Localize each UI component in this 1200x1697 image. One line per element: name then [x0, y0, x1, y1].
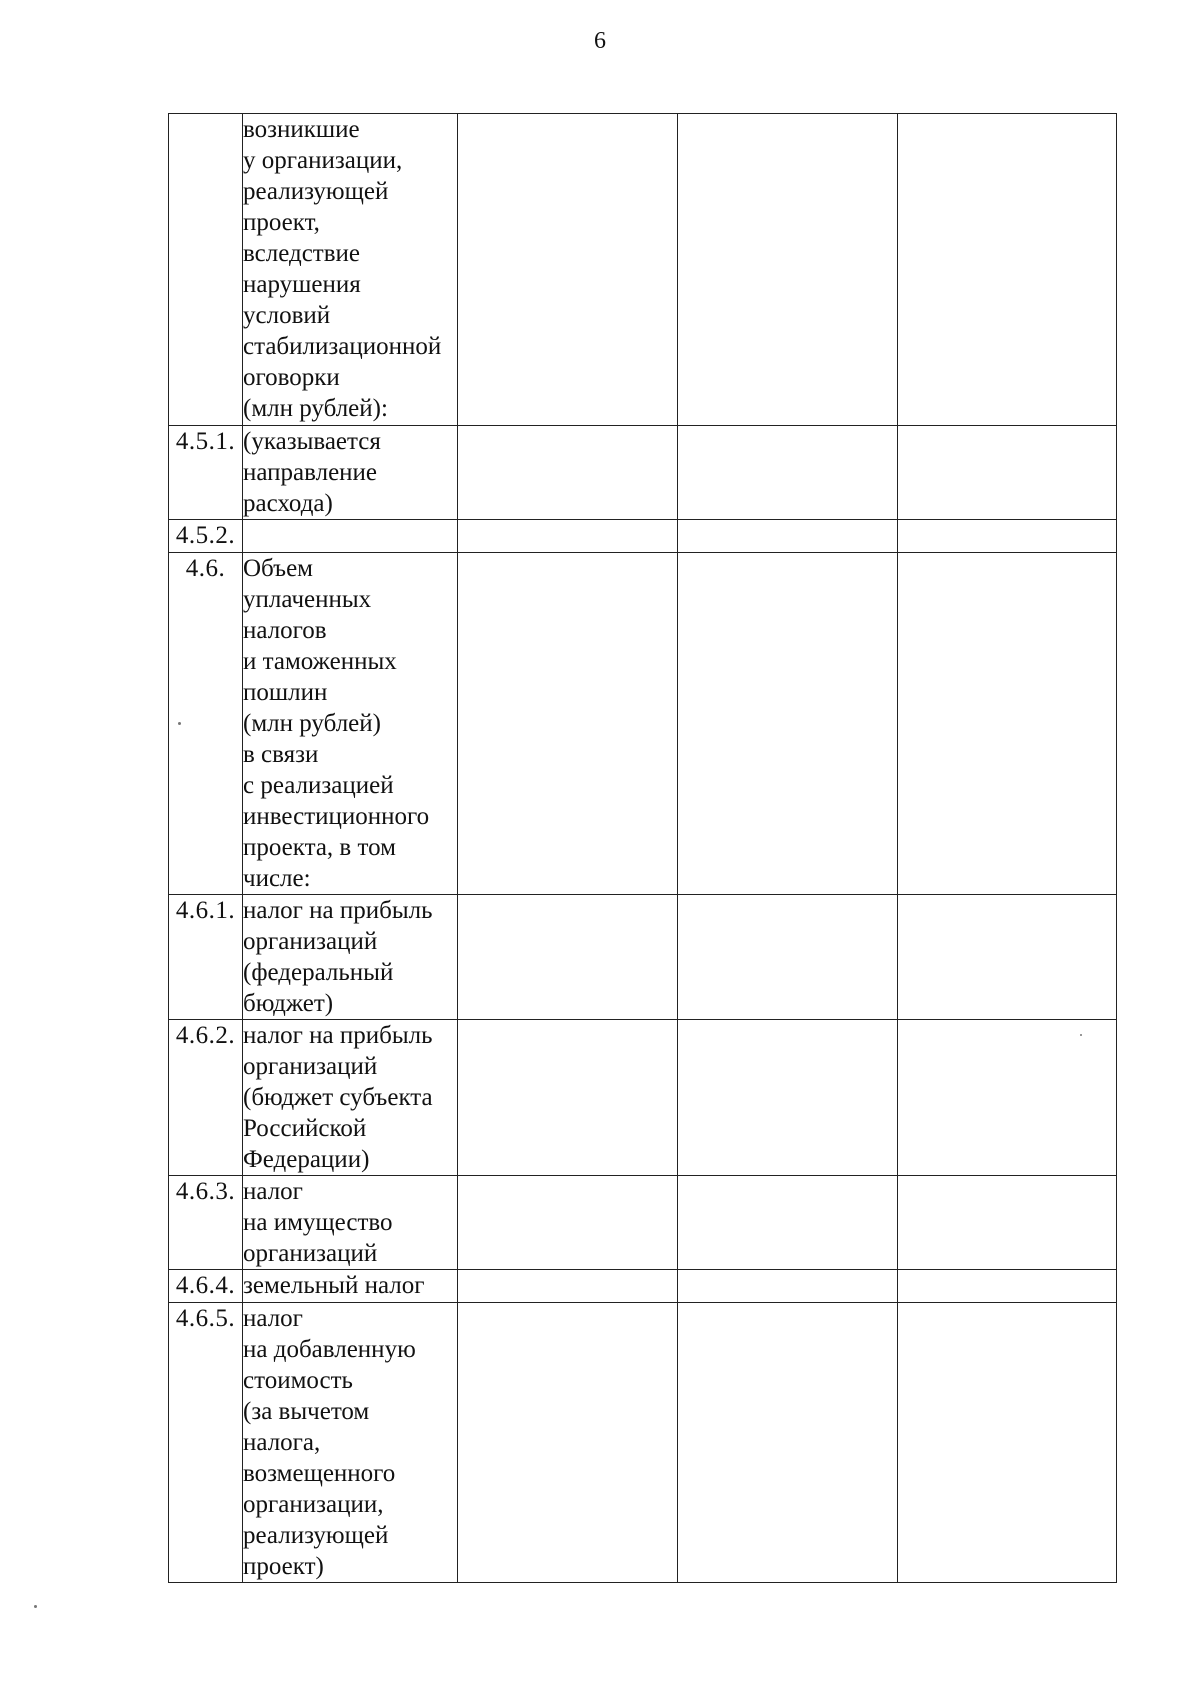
value-cell — [898, 1303, 1117, 1583]
value-cell — [898, 1270, 1117, 1303]
table-row — [169, 1020, 1117, 1176]
table-row — [169, 1303, 1117, 1583]
row-number-cell: 4.6.1. — [169, 895, 243, 1020]
value-cell — [458, 1270, 678, 1303]
row-number-cell: 4.6.3. — [169, 1176, 243, 1270]
value-cell — [678, 1270, 898, 1303]
table-row — [169, 426, 1117, 520]
row-number-cell: 4.6.5. — [169, 1303, 243, 1583]
value-cell — [678, 114, 898, 426]
value-cell — [458, 1020, 678, 1176]
value-cell — [458, 426, 678, 520]
table-row — [169, 895, 1117, 1020]
row-description-cell — [243, 520, 458, 553]
row-number-cell: 4.6.2. — [169, 1020, 243, 1176]
row-number-cell — [169, 114, 243, 426]
table-row — [169, 1176, 1117, 1270]
value-cell — [458, 114, 678, 426]
row-description-cell: налог на прибыль организаций (бюджет субъекта Российской Федерации) — [243, 1020, 458, 1176]
value-cell — [898, 426, 1117, 520]
value-cell — [458, 553, 678, 895]
row-description-cell: земельный налог — [243, 1270, 458, 1303]
row-description-cell: налог на имущество организаций — [243, 1176, 458, 1270]
value-cell — [898, 895, 1117, 1020]
page-number: 6 — [594, 28, 606, 54]
value-cell — [458, 520, 678, 553]
scan-speck — [178, 722, 181, 725]
table-row — [169, 553, 1117, 895]
value-cell — [678, 1176, 898, 1270]
value-cell — [898, 553, 1117, 895]
row-description-cell: налог на прибыль организаций (федеральный бюджет) — [243, 895, 458, 1020]
row-number-cell: 4.6. — [169, 553, 243, 895]
table-row — [169, 1270, 1117, 1303]
report-table — [168, 113, 1117, 1583]
value-cell — [678, 553, 898, 895]
scan-speck — [34, 1605, 37, 1608]
row-description-cell: (указывается направление расхода) — [243, 426, 458, 520]
value-cell — [898, 114, 1117, 426]
value-cell — [898, 1020, 1117, 1176]
row-number-cell: 4.6.4. — [169, 1270, 243, 1303]
table-row — [169, 520, 1117, 553]
table-row — [169, 114, 1117, 426]
row-number-cell: 4.5.2. — [169, 520, 243, 553]
value-cell — [458, 1303, 678, 1583]
value-cell — [898, 1176, 1117, 1270]
row-description-cell: налог на добавленную стоимость (за вычетом налога, возмещенного организации, реализующей проект) — [243, 1303, 458, 1583]
value-cell — [458, 895, 678, 1020]
row-description-cell: возникшие у организации, реализующей проект, вследствие нарушения условий стабилизационной оговорки (млн рублей): — [243, 114, 458, 426]
value-cell — [458, 1176, 678, 1270]
value-cell — [898, 520, 1117, 553]
row-number-cell: 4.5.1. — [169, 426, 243, 520]
value-cell — [678, 426, 898, 520]
row-description-cell: Объем уплаченных налогов и таможенных пошлин (млн рублей) в связи с реализацией инвестиционного проекта, в том числе: — [243, 553, 458, 895]
value-cell — [678, 1020, 898, 1176]
value-cell — [678, 1303, 898, 1583]
value-cell — [678, 895, 898, 1020]
value-cell — [678, 520, 898, 553]
scan-speck — [1080, 1034, 1082, 1036]
